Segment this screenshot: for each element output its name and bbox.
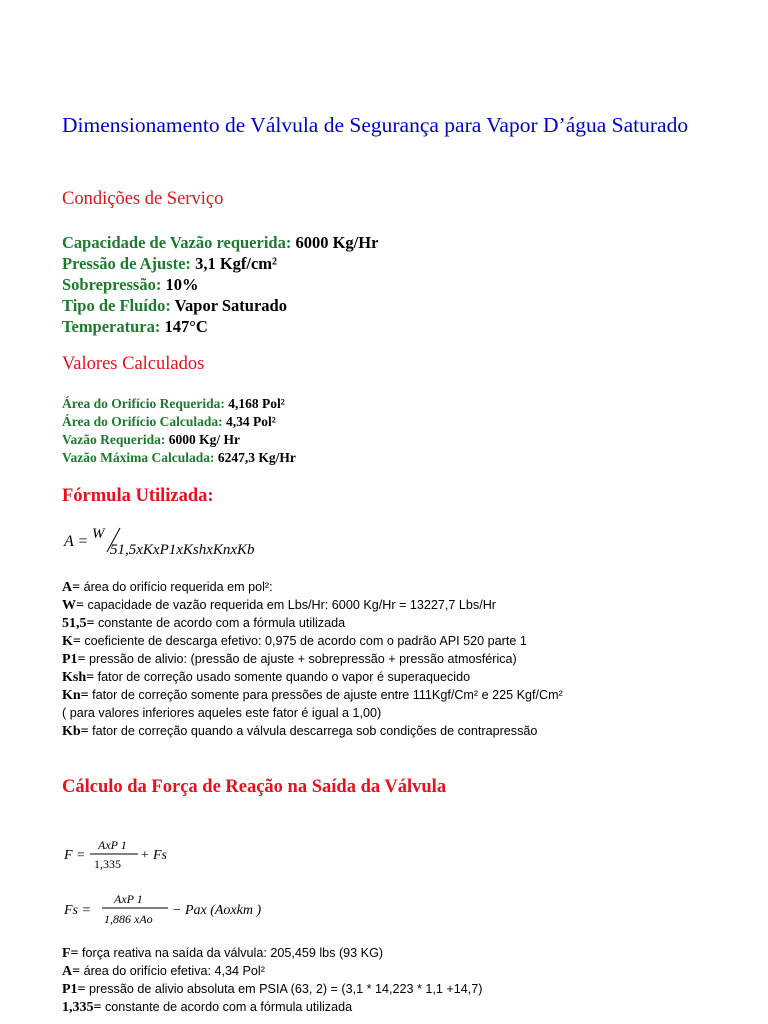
field-label: Sobrepressão: (62, 275, 162, 294)
definition-line (62, 704, 381, 722)
def-symbol: A= (62, 964, 81, 979)
def-symbol: 1,335= (62, 1000, 102, 1015)
field-label: Capacidade de Vazão requerida: (62, 233, 292, 252)
field-label: Área do Orifício Calculada: (62, 414, 223, 429)
definition-line (62, 632, 527, 651)
definition-line (62, 614, 345, 633)
formula-heading-text: Fórmula Utilizada: (62, 486, 214, 506)
service-field (62, 253, 277, 274)
field-value: 3,1 Kgf/cm² (195, 254, 277, 273)
def-text: constante de acordo com a fórmula utilizada (94, 616, 346, 630)
def-text: pressão de alivio: (pressão de ajuste + sobrepressão + pressão atmosférica) (85, 652, 517, 666)
def-text: coeficiente de descarga efetivo: 0,975 de acordo com o padrão API 520 parte 1 (80, 634, 527, 648)
service-heading-text: Condições de Serviço (62, 189, 224, 209)
def-text: área do orifício requerida em pol²: (80, 580, 273, 594)
force-equation (62, 835, 262, 875)
definition-line (62, 650, 517, 669)
def-text: fator de correção usado somente quando o vapor é superaquecido (94, 670, 471, 684)
field-value: 6000 Kg/Hr (295, 233, 379, 252)
def-text: área do orifício efetiva: 4,34 Pol² (80, 964, 265, 978)
def-symbol: A= (62, 580, 81, 595)
definition-line (62, 962, 265, 981)
calculated-heading-text: Valores Calculados (62, 354, 205, 374)
calculated-field (62, 395, 285, 413)
definition-line (62, 980, 482, 999)
field-label: Vazão Máxima Calculada: (62, 450, 215, 465)
definition-line (62, 944, 383, 963)
def-text: capacidade de vazão requerida em Lbs/Hr: 6000 Kg/Hr = 13227,7 Lbs/Hr (83, 598, 496, 612)
def-text: constante de acordo com a fórmula utilizada (101, 1000, 353, 1014)
def-text: fator de correção quando a válvula descarrega sob condições de contrapressão (88, 724, 538, 738)
service-field (62, 295, 287, 316)
eq1-tail: + Fs (140, 848, 167, 863)
def-symbol: Kb= (62, 724, 89, 739)
area-formula (62, 524, 322, 560)
def-text: fator de correção somente para pressões de ajuste entre 111Kgf/Cm² e 225 Kgf/Cm² (88, 688, 563, 702)
def-symbol: Ksh= (62, 670, 95, 685)
def-symbol: K= (62, 634, 81, 649)
field-label: Pressão de Ajuste: (62, 254, 191, 273)
def-text: força reativa na saída da válvula: 205,459 lbs (93 KG) (78, 946, 384, 960)
formula-denominator: 51,5xKxP1xKshxKnxKb (110, 542, 255, 558)
service-field (62, 274, 198, 295)
calculated-field (62, 449, 296, 467)
reaction-force-equation (62, 890, 322, 930)
def-symbol: W= (62, 598, 84, 613)
eq2-numerator: AxP 1 (114, 892, 143, 906)
field-value: 4,168 Pol² (228, 396, 285, 411)
def-symbol: P1= (62, 652, 86, 667)
calculated-heading (62, 354, 204, 375)
formula-numerator: W (92, 526, 105, 542)
def-symbol: 51,5= (62, 616, 95, 631)
service-field (62, 232, 378, 253)
definition-line (62, 686, 563, 705)
eq1-denominator: 1,335 (94, 857, 121, 871)
definition-line (62, 668, 470, 687)
field-value: Vapor Saturado (174, 296, 287, 315)
def-text: pressão de alivio absoluta em PSIA (63, 2) = (3,1 * 14,223 * 1,1 +14,7) (85, 982, 483, 996)
field-value: 6247,3 Kg/Hr (217, 450, 296, 465)
document-title: Dimensionamento de Válvula de Segurança para Vapor D’água Saturado (62, 113, 689, 137)
field-label: Temperatura: (62, 317, 161, 336)
reaction-heading (62, 777, 446, 798)
field-label: Tipo de Fluído: (62, 296, 171, 315)
field-value: 6000 Kg/ Hr (168, 432, 240, 447)
reaction-heading-text: Cálculo da Força de Reação na Saída da Válvula (62, 777, 447, 797)
eq1-numerator: AxP 1 (98, 838, 127, 852)
eq1-lhs: F = (64, 848, 86, 863)
field-value: 147°C (164, 317, 208, 336)
def-symbol: P1= (62, 982, 86, 997)
def-symbol: F= (62, 946, 79, 961)
field-label: Área do Orifício Requerida: (62, 396, 225, 411)
definition-line (62, 998, 352, 1017)
field-label: Vazão Requerida: (62, 432, 166, 447)
formula-lhs: A = (64, 533, 89, 550)
eq2-tail: − Pax (Aoxkm ) (172, 903, 262, 918)
def-symbol: Kn= (62, 688, 89, 703)
definition-line (62, 596, 496, 615)
eq2-denominator: 1,886 xAo (104, 912, 153, 926)
formula-heading (62, 486, 214, 507)
def-text: ( para valores inferiores aqueles este fator é igual a 1,00) (62, 706, 382, 720)
calculated-field (62, 413, 276, 431)
definition-line (62, 578, 273, 597)
calculated-field (62, 431, 240, 449)
field-value: 4,34 Pol² (225, 414, 276, 429)
definition-line (62, 722, 537, 741)
field-value: 10% (165, 275, 199, 294)
service-field (62, 316, 208, 337)
service-heading (62, 189, 223, 210)
eq2-lhs: Fs = (64, 903, 91, 918)
